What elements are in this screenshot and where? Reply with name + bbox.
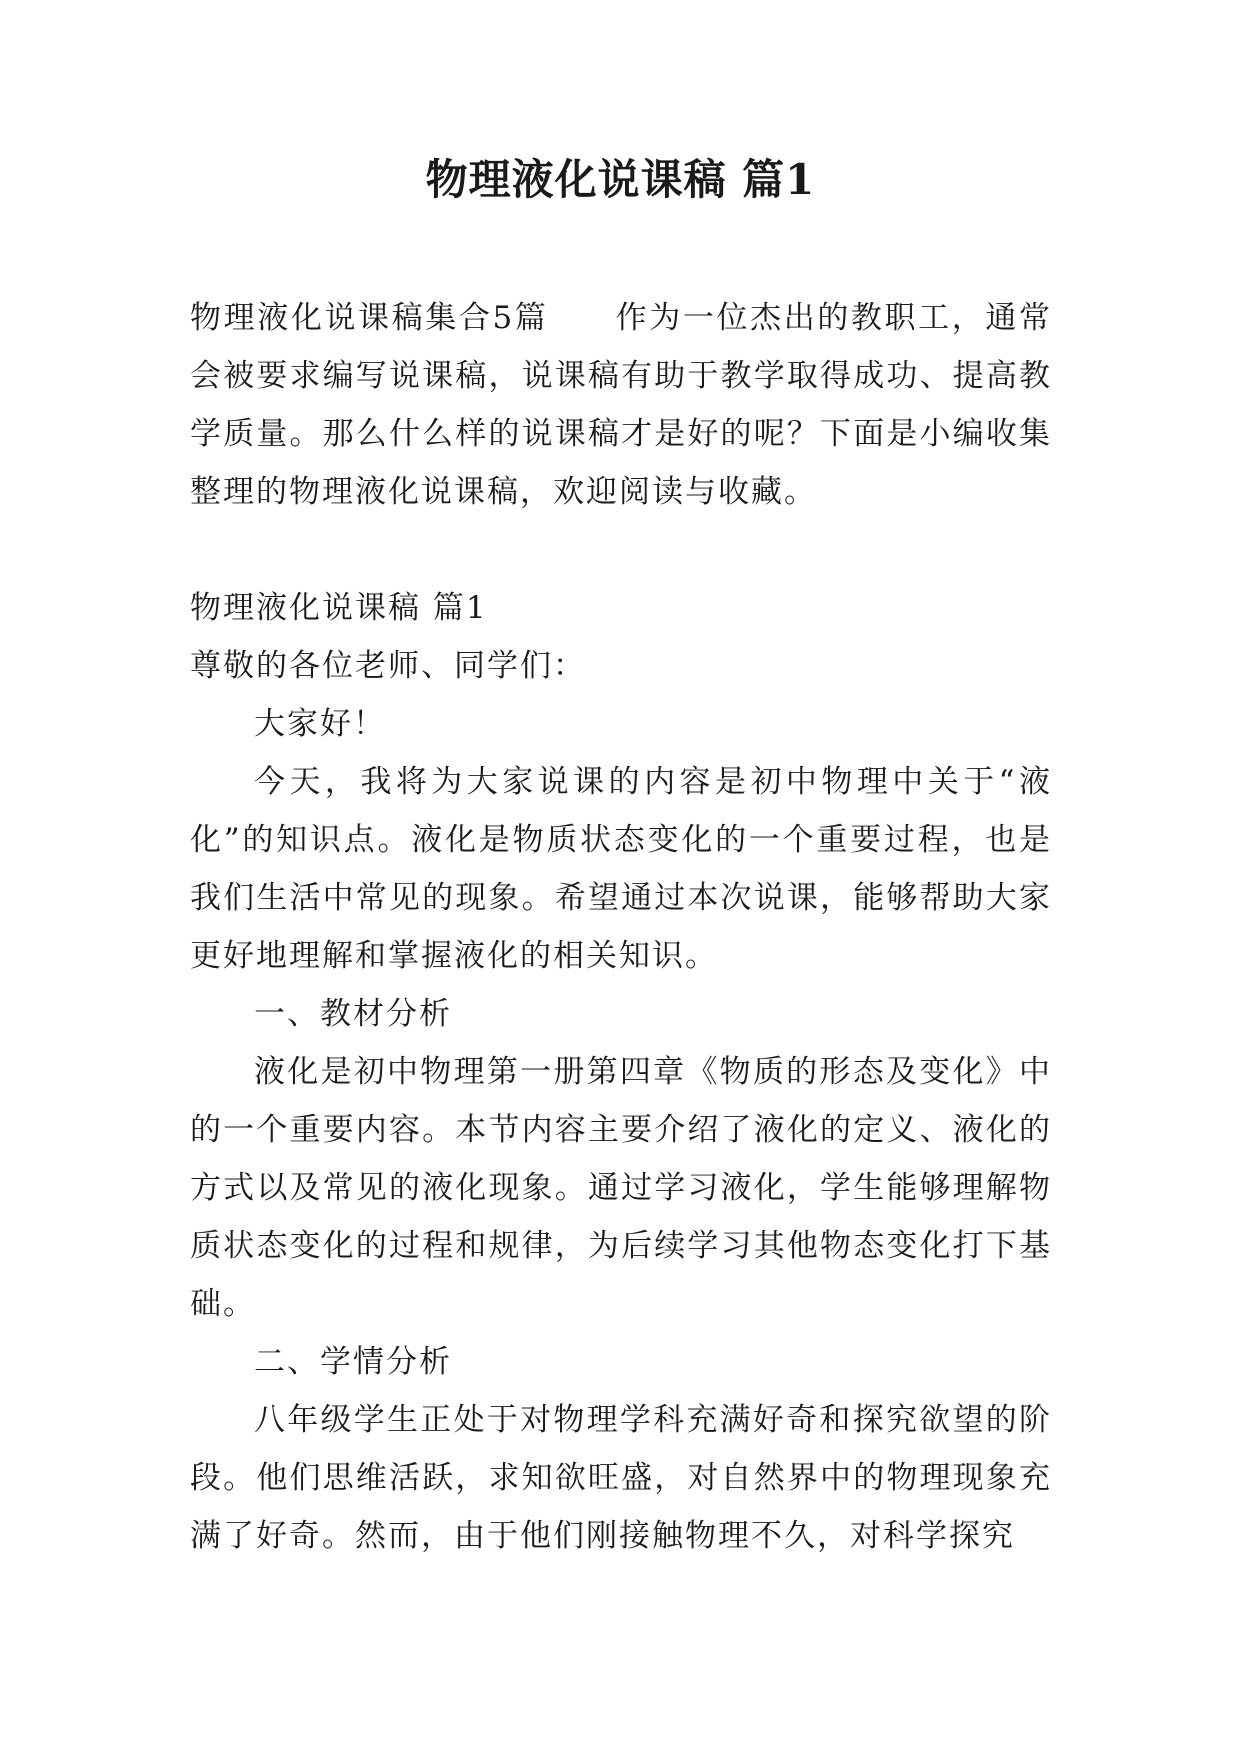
intro-paragraph: 物理液化说课稿集合5篇 作为一位杰出的教职工，通常会被要求编写说课稿，说课稿有助于教学取得成功、提高教学质量。那么什么样的说课稿才是好的呢？下面是小编收集整理的物理液化说课稿，欢迎阅读与收藏。 bbox=[190, 300, 1052, 510]
student-analysis-paragraph: 八年级学生正处于对物理学科充满好奇和探究欲望的阶段。他们思维活跃，求知欲旺盛，对自然界中的物理现象充满了好奇。然而，由于他们刚接触物理不久，对科学探究 bbox=[190, 1402, 1052, 1554]
document-body bbox=[190, 289, 1052, 1565]
opening-paragraph: 今天，我将为大家说课的内容是初中物理中关于“液化”的知识点。液化是物质状态变化的一个重要过程，也是我们生活中常见的现象。希望通过本次说课，能够帮助大家更好地理解和掌握液化的相关知识。 bbox=[190, 764, 1052, 974]
salutation: 尊敬的各位老师、同学们： bbox=[190, 648, 586, 684]
greeting: 大家好！ bbox=[254, 706, 386, 742]
paragraph-gap bbox=[190, 521, 1052, 579]
heading-textbook-analysis: 一、教材分析 bbox=[254, 996, 452, 1032]
heading-student-analysis: 二、学情分析 bbox=[254, 1344, 452, 1380]
document-title: 物理液化说课稿 篇1 bbox=[425, 155, 816, 204]
textbook-analysis-paragraph: 液化是初中物理第一册第四章《物质的形态及变化》中的一个重要内容。本节内容主要介绍了液化的定义、液化的方式以及常见的液化现象。通过学习液化，学生能够理解物质状态变化的过程和规律，为后续学习其他物态变化打下基础。 bbox=[190, 1054, 1052, 1322]
section-heading: 物理液化说课稿 篇1 bbox=[190, 590, 488, 626]
